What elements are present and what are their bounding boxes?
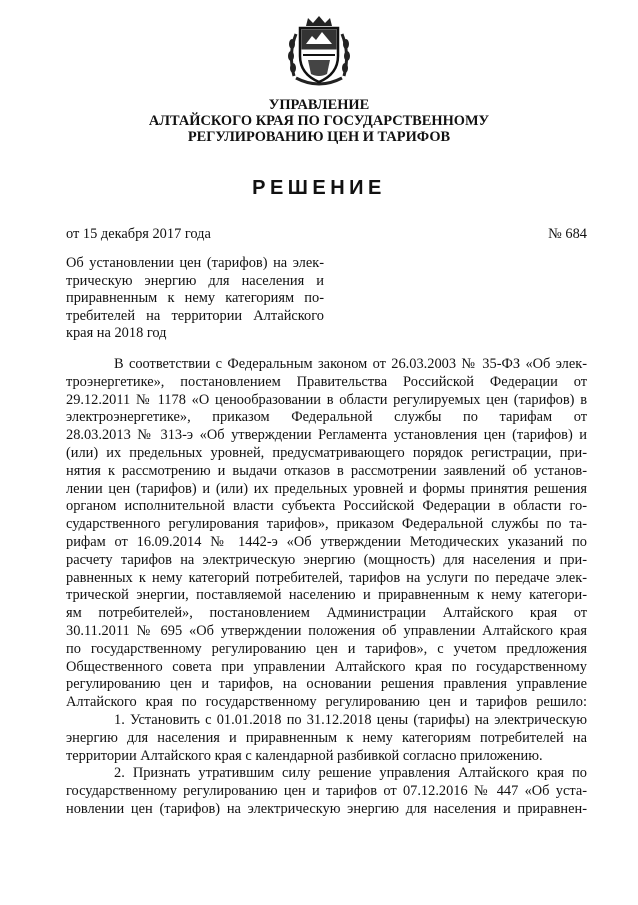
body-line: 28.03.2013 № 313-э «Об утверждении Регламента установления цен (тарифов) и (66, 427, 587, 444)
body-line: по государственному регулированию цен и тарифов», с учетом предложения (66, 640, 587, 657)
body-line: государственному регулированию цен и тарифов от 07.12.2016 № 447 «Об уста- (66, 783, 587, 800)
body-line: трической энергии, поставляемой населению и приравненным к нему категори- (66, 587, 587, 604)
body-line: регулированию цен и тарифов, на основании решения правления управление (66, 676, 587, 693)
subject-line: трическую энергию для населения и (66, 272, 324, 289)
coat-of-arms-emblem (286, 14, 352, 94)
body-line: равненных к нему категорий потребителей, тарифов на услуги по передаче элек- (66, 569, 587, 586)
subject-line: требителей на территории Алтайского (66, 307, 324, 324)
body-line: расчету тарифов на электрическую энергию (мощность) для населения и при- (66, 551, 587, 568)
body-line: (или) их предельных уровней, предусматривающего порядок регистрации, при- (66, 444, 587, 461)
body-line: 2. Признать утратившим силу решение управления Алтайского края по (114, 765, 587, 782)
body-line: Общественного совета при управлении Алтайского края по государственному (66, 658, 587, 675)
subject-line: приравненным к нему категориям по- (66, 290, 324, 307)
body-line: 29.12.2011 № 1178 «О ценообразовании в области регулируемых цен (тарифов) в (66, 391, 587, 408)
body-line: территории Алтайского края с календарной разбивкой согласно приложению. (66, 747, 543, 764)
body-line: лении цен (тарифов) и (или) их предельных уровней и формы принятия решения (66, 480, 587, 497)
body-line: электроэнергетике», приказом Федеральной службы по тарифам от (66, 409, 587, 426)
document-title: РЕШЕНИЕ (252, 177, 386, 199)
body-line: энергию для населения и приравненным к нему категориям потребителей на (66, 729, 587, 746)
body-line: троэнергетике», постановлением Правительства Российской Федерации от (66, 373, 587, 390)
document-body (66, 356, 587, 819)
document-subject (66, 255, 324, 343)
body-line: В соответствии с Федеральным законом от 26.03.2003 № 35-ФЗ «Об элек- (114, 356, 587, 372)
body-line: рифам от 16.09.2014 № 1442-э «Об утверждении Методических указаний по (66, 533, 587, 550)
body-line: сударственного регулирования тарифов», приказом Федеральной службы по та- (66, 516, 587, 533)
document-date: от 15 декабря 2017 года (66, 226, 211, 242)
document-number: № 684 (548, 226, 587, 242)
body-line: Алтайского края по государственному регулированию цен и тарифов решило: (66, 694, 587, 711)
subject-line: Об установлении цен (тарифов) на элек- (66, 255, 324, 271)
body-line: 30.11.2011 № 695 «Об утверждении положения об управлении Алтайского края (66, 622, 587, 639)
subject-line: края на 2018 год (66, 325, 167, 342)
body-line: органом исполнительной власти субъекта Российской Федерации в области го- (66, 498, 587, 515)
body-line: 1. Установить с 01.01.2018 по 31.12.2018 цены (тарифы) на электрическую (114, 711, 587, 728)
body-line: нятия к рассмотрению и выдачи отказов в рассмотрении заявлений об установ- (66, 462, 587, 479)
body-line: ям потребителей», постановлением Администрации Алтайского края от (66, 605, 587, 622)
issuer-line-1: УПРАВЛЕНИЕ (268, 97, 370, 113)
issuer-line-3: РЕГУЛИРОВАНИЮ ЦЕН И ТАРИФОВ (187, 129, 451, 145)
body-line: новлении цен (тарифов) на электрическую энергию для населения и приравнен- (66, 800, 587, 817)
issuer-line-2: АЛТАЙСКОГО КРАЯ ПО ГОСУДАРСТВЕННОМУ (148, 113, 490, 129)
